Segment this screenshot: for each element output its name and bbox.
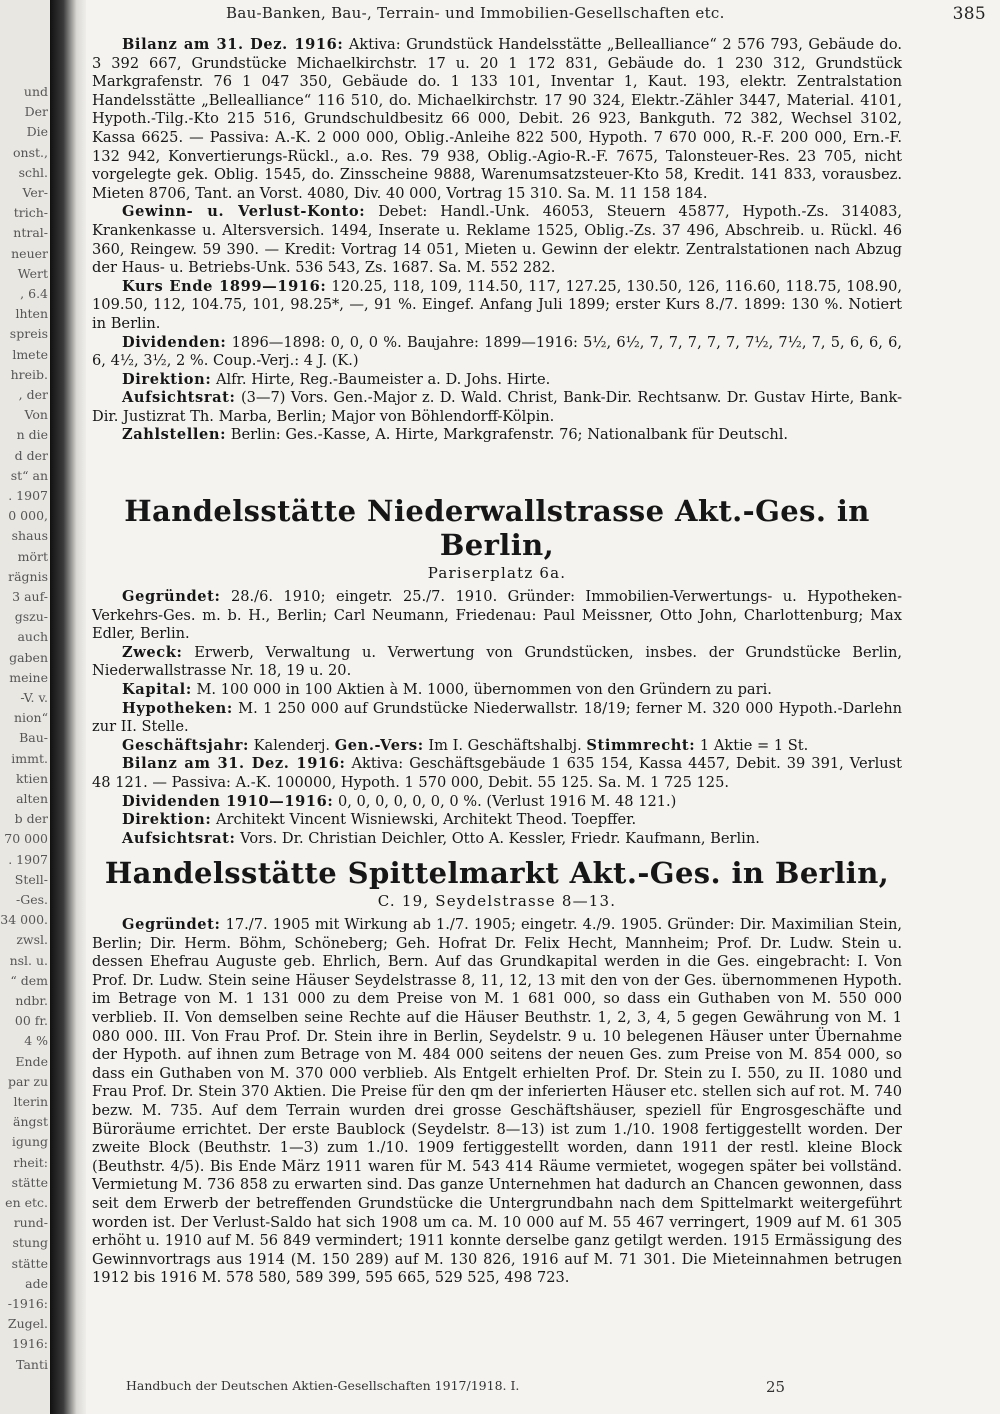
facing-page-fragment: Zugel. — [7, 1316, 48, 1332]
aufsichtsrat-paragraph — [92, 389, 902, 426]
facing-page-fragment: stung — [12, 1235, 48, 1251]
direktion-paragraph — [92, 811, 902, 830]
facing-page-fragment: 34 000. — [0, 912, 48, 928]
zweck-paragraph — [92, 644, 902, 681]
facing-page-fragment: lterin — [13, 1094, 48, 1109]
page-footer — [126, 1378, 886, 1396]
gegruendet-text: 28./6. 1910; eingetr. 25./7. 1910. Gründer: Immobilien-Verwertungs- u. Hypotheken-Verkehrs-Ges. m. b. H., Berlin; Carl Neumann, Friedenau: Paul Meissner, Otto John, Charlottenburg; Max Edler, Berlin. — [92, 588, 902, 643]
hypotheken-text: M. 1 250 000 auf Grundstücke Niederwallstr. 18/19; ferner M. 320 000 Hypoth.-Darlehn zur II. Stelle. — [92, 699, 902, 736]
facing-page-fragment: 1916: — [11, 1336, 48, 1352]
facing-page-fragment: Bau- — [19, 730, 48, 746]
facing-page-fragment: shaus — [11, 528, 48, 544]
facing-page-fragment: rheit: — [13, 1154, 48, 1170]
facing-page-fragment: -1916: — [7, 1296, 48, 1311]
facing-page-fragment: , 6.4 — [20, 286, 48, 301]
gewinn-text: Debet: Handl.-Unk. 46053, Steuern 45877, Hypoth.-Zs. 314083, Krankenkasse u. Altersversich. 1494, Inserate u. Reklame 1525, Oblig.-Zs. 37 496, Abschreib. u. Rückl. 46 360, Reingew. 59 390. — Kredit: Vortrag 14 051, Mieten u. Gewinn der elektr. Zentralstationen nach Abzug der Haus- u. Betriebs-Unk. 536 543, Zs. 1687. Sa. M. 552 282. — [92, 203, 903, 277]
direktion-text: Architekt Vincent Wisniewski, Architekt Theod. Toepffer. — [215, 811, 637, 829]
kurs-text: 120.25, 118, 109, 114.50, 117, 127.25, 130.50, 126, 116.60, 118.75, 108.90, 109.50, 112, 104.75, 101, 98.25*, —, 91 %. Eingef. Anfang Juli 1899; erster Kurs 8./7. 1899: 130 %. Notiert in Berlin. — [92, 277, 902, 332]
facing-page-fragment: auch — [17, 629, 48, 645]
dividenden-label: Dividenden: — [122, 333, 227, 351]
section-niederwallstrasse — [92, 494, 902, 848]
gegruendet-label: Gegründet: — [122, 916, 221, 933]
stimmrecht-text: 1 Aktie = 1 St. — [699, 736, 809, 754]
facing-page-fragment: schl. — [18, 164, 48, 180]
aufsichtsrat-label: Aufsichtsrat: — [122, 829, 236, 847]
gewinn-paragraph — [92, 203, 902, 277]
dividenden-label: Dividenden 1910—1916: — [122, 792, 334, 810]
dividenden-text: 1896—1898: 0, 0, 0 %. Baujahre: 1899—1916: 5½, 6½, 7, 7, 7, 7, 7, 7½, 7½, 7, 5, 6, 6, 6, 6, 4½, 3½, 2 %. Coup.-Verj.: 4 J. (K.) — [92, 333, 902, 370]
facing-page-fragment: mört — [17, 548, 48, 564]
facing-page-fragment: ntral- — [13, 225, 48, 241]
direktion-text: Alfr. Hirte, Reg.-Baumeister a. D. Johs. Hirte. — [215, 370, 551, 388]
kapital-paragraph — [92, 681, 902, 700]
facing-page-fragment: igung — [11, 1134, 48, 1150]
facing-page-fragment: . 1907 — [8, 851, 48, 867]
direktion-label: Direktion: — [122, 811, 212, 829]
facing-page-fragment: onst., — [13, 144, 48, 160]
kapital-text: M. 100 000 in 100 Aktien à M. 1000, übernommen von den Gründern zu pari. — [196, 680, 772, 698]
gewinn-label: Gewinn- u. Verlust-Konto: — [122, 203, 366, 221]
facing-page-fragment: d der — [14, 447, 48, 463]
kurs-label: Kurs Ende 1899—1916: — [122, 277, 327, 295]
aufsichtsrat-label: Aufsichtsrat: — [122, 389, 236, 407]
geschaeftsjahr-text: Kalenderj. — [253, 736, 331, 754]
bilanz-label: Bilanz am 31. Dez. 1916: — [122, 36, 344, 53]
company-title: Handelsstätte Spittelmarkt Akt.-Ges. in Berlin, — [104, 856, 890, 890]
kurs-paragraph — [92, 278, 902, 334]
bilanz-paragraph — [92, 755, 902, 792]
dividenden-text: 0, 0, 0, 0, 0, 0, 0 %. (Verlust 1916 M. 48 121.) — [337, 792, 677, 810]
bilanz-text: Aktiva: Geschäftsgebäude 1 635 154, Kassa 4457, Debit. 39 391, Verlust 48 121. — Passiva: A.-K. 100000, Hypoth. 1 570 000, Debit. 55 125. Sa. M. 1 725 125. — [92, 755, 903, 791]
geschaeftsjahr-label: Geschäftsjahr: — [122, 736, 249, 754]
facing-page-fragment: ktien — [15, 770, 48, 786]
facing-page-fragment: , der — [18, 387, 48, 402]
kapital-label: Kapital: — [122, 680, 192, 698]
facing-page-fragment: Wert — [17, 265, 48, 281]
gegruendet-text: 17./7. 1905 mit Wirkung ab 1./7. 1905; eingetr. 4./9. 1905. Gründer: Dir. Maximilian Stein, Berlin; Dir. Herm. Böhm, Schöneberg; Geh. Hofrat Dr. Felix Hecht, Mannheim; Prof. Dr. Ludw. Stein u. dessen Ehefrau Auguste geb. Ehrlich, Bern. Auf das Grundkapital werden in die Ges. eingebracht: I. Von Prof. Dr. Ludw. Stein seine Häuser Seydelstrasse 8, 11, 12, 13 mit den von der Ges. übernommenen Hypoth. im Betrage von M. 1 131 000 zu dem Preise von M. 1 681 000, so dass ein Guthaben von M. 550 000 verblieb. II. Von demselben seine Rechte auf die Häuser Beuthstr. 1, 2, 3, 4, 5 gegen Gewährung von M. 1 080 000. III. Von Frau Prof. Dr. Stein ihre in Berlin, Seydelstr. 9 u. 10 belegenen Häuser unter Übernahme der Hypoth. auf ihnen zum Betrage von M. 484 000 seitens der neuen Ges. zum Preise von M. 854 000, so dass ein Guthaben von M. 370 000 verblieb. Als Entgelt erhielten Prof. Dr. Stein zu I. 550, zu II. 1080 und Frau Prof. Dr. Stein 370 Aktien. Die Preise für den qm der inferierten Häuser etc. stellen sich auf rot. M. 740 bezw. M. 735. Auf dem Terrain wurden drei grosse Geschäftshäuser, speziell für Engrosgeschäfte und Büroräume errichtet. Der erste Baublock (Seydelstr. 8—13) ist zum 1./10. 1908 fertiggestellt worden. Der zweite Block (Beuthstr. 1—3) zum 1./10. 1909 fertiggestellt worden, dann 1911 der restl. kleine Block (Beuthstr. 4/5). Bis Ende März 1911 waren für M. 543 414 Räume vermietet, wogegen später bei vollständ. Vermietung M. 736 858 zu erwarten sind. Das ganze Unternehmen hat dadurch an Chancen gewonnen, dass seit dem Erwerb der betreffenden Grundstücke die Untergrundbahn nach dem Spittelmarkt weitergeführt worden ist. Der Verlust-Saldo hat sich 1908 um ca. M. 10 000 auf M. 55 467 verringert, 1909 auf M. 61 305 erhöht u. 1910 auf M. 56 849 vermindert; 1911 konnte derselbe ganz getilgt werden. 1915 Ermässigung des Gewinnvortrags aus 1914 (M. 150 289) auf M. 130 826, 1916 auf M. 71 301. Die Mieteinnahmen betrugen 1912 bis 1916 M. 578 580, 589 399, 595 665, 529 525, 498 723. — [92, 916, 902, 1287]
facing-page-fragment: 00 fr. — [14, 1013, 48, 1029]
direktion-label: Direktion: — [122, 370, 212, 388]
running-title: Bau-Banken, Bau-, Terrain- und Immobilien-Gesellschaften etc. — [226, 4, 725, 22]
facing-page-fragment: spreis — [9, 326, 48, 342]
bilanz-label: Bilanz am 31. Dez. 1916: — [122, 755, 346, 773]
hypotheken-paragraph — [92, 700, 902, 737]
genvers-text: Im I. Geschäftshalbj. — [428, 736, 582, 754]
facing-page-fragment: alten — [16, 791, 48, 806]
facing-page-fragment: gaben — [9, 649, 48, 665]
company-address: Pariserplatz 6a. — [427, 564, 567, 582]
facing-page-fragment: trich- — [13, 205, 48, 221]
facing-page-fragment: lhten — [15, 306, 48, 322]
facing-page-fragment: und — [23, 84, 48, 99]
bilanz-paragraph — [92, 36, 902, 203]
bilanz-text: Aktiva: Grundstück Handelsstätte „Bellealliance“ 2 576 793, Gebäude do. 3 392 667, Grundstücke Michaelkirchstr. 17 u. 20 1 172 831, Gebäude do. 1 230 312, Grundstück Markgrafenstr. 76 1 047 350, Gebäude do. 1 133 101, Inventar 1, Kaut. 193, elektr. Zentralstation Handelsstätte „Bellealliance“ 116 510, do. Michaelkirchstr. 17 90 324, Elektr.-Zähler 3447, Material. 4101, Hypoth.-Tilg.-Kto 215 516, Grundschuldbesitz 66 000, Debit. 26 923, Bankguth. 72 382, Wechsel 3102, Kassa 6625. — Passiva: A.-K. 2 000 000, Oblig.-Anleihe 822 500, Hypoth. 7 670 000, R.-F. 200 000, Ern.-F. 132 942, Konvertierungs-Rückl., a.o. Res. 79 938, Oblig.-Agio-R.-F. 7675, Talonsteuer-Res. 23 705, nicht vorgelegte gek. Oblig. 1545, do. Zinsscheine 9888, Warenumsatzsteuer-Kto 58, Kredit. 141 833, vorausbez. Mieten 8706, Tant. an Vorst. 4080, Div. 40 000, Vortrag 15 310. Sa. M. 11 158 184. — [92, 36, 903, 202]
facing-page-fragment: zwsl. — [16, 932, 48, 948]
facing-page-fragment: Tanti — [16, 1356, 48, 1372]
facing-page-fragment: n die — [16, 427, 48, 443]
gegruendet-paragraph — [92, 916, 902, 1288]
facing-page-fragment: Der — [24, 104, 48, 120]
facing-page-fragment: nion“ — [13, 710, 48, 726]
facing-page-fragment: 3 auf- — [12, 589, 48, 604]
facing-page-fragment: rund- — [13, 1215, 48, 1231]
facing-page-fragment: gszu- — [14, 609, 48, 625]
facing-page-fragment: Von — [24, 407, 48, 423]
facing-page-fragment: Die — [26, 124, 48, 140]
facing-page-fragment: rägnis — [8, 568, 48, 584]
aufsichtsrat-text: Vors. Dr. Christian Deichler, Otto A. Kessler, Friedr. Kaufmann, Berlin. — [240, 829, 760, 847]
facing-page-fragment: “ dem — [10, 972, 48, 988]
facing-page-fragment: lmete — [12, 346, 48, 362]
facing-page-fragment: ndbr. — [15, 993, 48, 1008]
facing-page-fragment: 0 000, — [8, 508, 48, 524]
geschaeftsjahr-paragraph — [92, 737, 902, 756]
facing-page-fragment: Ende — [15, 1053, 48, 1069]
facing-page-fragment: par zu — [7, 1073, 48, 1089]
running-head — [226, 4, 986, 22]
genvers-label: Gen.-Vers: — [334, 736, 424, 754]
dividenden-paragraph — [92, 334, 902, 371]
facing-page-fragment: neuer — [11, 245, 48, 261]
zahlstellen-text: Berlin: Ges.-Kasse, A. Hirte, Markgrafenstr. 76; Nationalbank für Deutschl. — [230, 426, 789, 444]
facing-page-fragment: meine — [9, 669, 48, 685]
section-spittelmarkt — [92, 856, 902, 1288]
facing-page-fragment: 70 000 — [4, 831, 48, 847]
zahlstellen-paragraph — [92, 426, 902, 445]
zahlstellen-label: Zahlstellen: — [122, 426, 227, 444]
gegruendet-label: Gegründet: — [122, 588, 221, 605]
facing-page-fragment: -V. v. — [20, 690, 48, 705]
aufsichtsrat-text: (3—7) Vors. Gen.-Major z. D. Wald. Christ, Bank-Dir. Rechtsanw. Dr. Gustav Hirte, Bank-Dir. Justizrat Th. Marba, Berlin; Major von Böhlendorff-Kölpin. — [92, 389, 903, 425]
facing-page-fragment: b der — [14, 811, 48, 827]
company-address: C. 19, Seydelstrasse 8—13. — [377, 892, 617, 910]
facing-page-fragment: ängst — [13, 1114, 48, 1130]
book-line: Handbuch der Deutschen Aktien-Gesellschaften 1917/1918. I. — [126, 1378, 520, 1393]
signature-mark: 25 — [766, 1378, 786, 1396]
section-bellealliance-continued — [92, 36, 902, 445]
facing-page-fragment: Ver- — [22, 185, 48, 200]
facing-page-fragment: nsl. u. — [9, 952, 48, 968]
facing-page-fragment: -Ges. — [16, 892, 48, 907]
facing-page-fragment: stätte — [11, 1174, 48, 1190]
page-number: 385 — [952, 4, 986, 24]
facing-page-fragment: hreib. — [10, 366, 48, 382]
page — [86, 0, 1000, 1414]
facing-page-fragment: stätte — [11, 1255, 48, 1271]
facing-page-fragment: immt. — [11, 750, 48, 766]
facing-page-fragment: st“ an — [10, 467, 48, 483]
facing-page-fragment: 4 % — [24, 1033, 48, 1049]
zweck-text: Erwerb, Verwaltung u. Verwertung von Grundstücken, insbes. der Grundstücke Berlin, Niederwallstrasse Nr. 18, 19 u. 20. — [92, 643, 902, 680]
company-title: Handelsstätte Niederwallstrasse Akt.-Ges. in Berlin, — [124, 494, 870, 562]
facing-page-fragment: . 1907 — [8, 488, 48, 503]
direktion-paragraph — [92, 371, 902, 390]
facing-page-fragment: en etc. — [5, 1195, 48, 1210]
aufsichtsrat-paragraph — [92, 830, 902, 849]
facing-page-fragment: Stell- — [14, 871, 48, 887]
facing-page-fragment: ade — [25, 1275, 48, 1291]
gegruendet-paragraph — [92, 588, 902, 644]
hypotheken-label: Hypotheken: — [122, 699, 233, 717]
dividenden-paragraph — [92, 793, 902, 812]
facing-page-edge — [0, 0, 50, 1414]
stimmrecht-label: Stimmrecht: — [586, 736, 696, 754]
book-gutter — [50, 0, 88, 1414]
zweck-label: Zweck: — [122, 643, 183, 661]
